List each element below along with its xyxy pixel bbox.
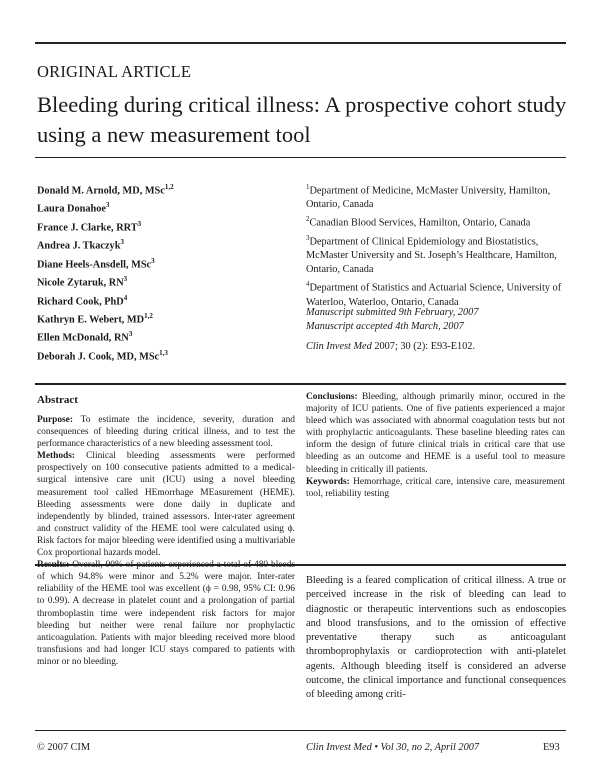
results-paragraph [37,559,295,668]
citation-details: 2007; 30 (2): E93-E102. [371,341,476,352]
top-rule [35,42,566,44]
author-affiliation-sup: 3 [123,275,128,284]
author-list [37,180,174,364]
conclusions-paragraph [306,391,565,476]
footer-page-number: E93 [543,742,560,753]
author-affiliation-sup: 3 [137,219,142,228]
author-affiliation-sup: 3 [151,256,155,265]
author-affiliation-sup: 1,2 [164,183,174,191]
purpose-label: Purpose: [37,415,73,425]
affiliation-sup: 3 [306,233,310,242]
author-name: France J. Clarke, RRT [37,222,138,234]
section-label: ORIGINAL ARTICLE [37,62,192,81]
affiliation-sup: 1 [306,183,310,191]
methods-text: Clinical bleeding assessments were performed prospectively on 100 consecutive patients admitted to a medical-surgical intensive care unit (ICU) using a novel bleeding measurement tool called HEmorrhage MEasurement (HEME). Bleeding assessments were done daily in duplicate and independently by blinded, trained assessors. Inter-rater agreement and construct validity of the HEME tool were calculated using ϕ. Risk factors for major bleeding were identified using a multivariable Cox proportional hazards model. [37,451,295,559]
keywords-text: Hemorrhage, critical care, intensive care, measurement tool, reliability testing [306,476,565,499]
abstract-top-rule [35,383,566,385]
author-name: Kathryn E. Webert, MD [37,314,145,326]
author-name: Andrea J. Tkaczyk [37,240,121,252]
manuscript-dates [306,306,478,334]
affiliation-item [306,212,568,230]
affiliation-list [306,180,568,310]
author-name: Donald M. Arnold, MD, MSc [37,185,165,197]
citation [306,341,475,352]
footer-rule [35,730,566,731]
affiliation-text: Canadian Blood Services, Hamilton, Ontario, Canada [309,217,531,229]
affiliation-item [306,277,568,309]
author-name: Ellen McDonald, RN [37,332,129,344]
author-name: Diane Heels-Ansdell, MSc [37,259,152,271]
affiliation-text: Department of Medicine, McMaster University, Hamilton, Ontario, Canada [306,185,551,211]
author-item [37,346,174,364]
methods-label: Methods: [37,451,76,462]
abstract-heading: Abstract [37,394,78,406]
author-item [37,235,174,253]
author-name: Richard Cook, PhD [37,295,124,307]
author-affiliation-sup: 3 [105,201,110,210]
author-item [37,217,174,235]
author-affiliation-sup: 1,3 [159,348,168,357]
article-title: Bleeding during critical illness: A prospective cohort study using a new measurement tool [37,92,567,147]
abstract-right-column [306,391,565,500]
submitted-date: Manuscript submitted 9th February, 2007 [306,307,479,318]
author-affiliation-sup: 1,2 [144,311,153,320]
author-item [37,309,174,327]
author-item [37,254,174,272]
methods-paragraph [37,450,295,559]
author-item [37,272,174,290]
footer-journal: Clin Invest Med • Vol 30, no 2, April 2007 [306,742,480,753]
accepted-date: Manuscript accepted 4th March, 2007 [306,321,464,332]
title-rule [35,157,566,158]
keywords-label: Keywords: [306,476,350,487]
author-affiliation-sup: 3 [128,330,133,339]
affiliation-text: Department of Statistics and Actuarial Science, University of Waterloo, Waterloo, Ontario, Canada [306,282,562,308]
author-name: Deborah J. Cook, MD, MSc [37,351,160,363]
conclusions-label: Conclusions: [306,392,358,402]
purpose-paragraph [37,414,295,450]
affiliation-item [306,180,568,212]
author-name: Laura Donahoe [37,203,106,215]
author-item [37,180,174,198]
affiliation-sup: 4 [306,280,310,289]
results-text: of which 94.8% were minor and 5.2% were major. Inter-rater reliability of the HEME tool was excellent (ϕ = 0.98, 95% CI: 0.96 to 0.99). A decrease in platelet count and a prolongation of partial thromboplastin time were independent risk factors for major bleeding but neither were renal failure nor prophylactic anticoagulation. Patients with major bleeding received more blood transfusions and had longer ICU stays compared to patients with minor or no bleeding. [37,572,295,667]
affiliation-text: Department of Clinical Epidemiology and Biostatistics, McMaster University and St. Joseph’s Healthcare, Hamilton, Ontario, Canada [306,236,557,276]
conclusions-text: Bleeding, although primarily minor, occured in the majority of ICU patients. One of five patients experienced a major bleed which was associated with abnormal coagulation tests but not with prophylactic anticoagulants. These baseline bleeding rates can inform the design of future clinical trials in critical care that use bleeding as an outcome and HEME is a useful tool to measure bleeding in critically ill patients. [306,392,565,475]
affiliation-sup: 2 [306,215,310,224]
affiliation-item [306,231,568,277]
abstract-left-column [37,414,295,668]
footer-copyright: © 2007 CIM [37,742,91,753]
author-item [37,327,174,345]
author-affiliation-sup: 3 [120,238,124,247]
keywords-paragraph [306,476,565,500]
introduction-paragraph: Bleeding is a feared complication of critical illness. A true or perceived increase in the risk of bleeding can lead to diagnostic or therapeutic interventions such as endoscopies and blood transfusions, and to the omission of effective preventative therapy such as anticoagulant thromboprophylaxis or cardioprotection with anti-platelet agents. Although bleeding itself is considered an adverse outcome, the clinical importance and functional consequences of bleeding among criti- [306,575,566,701]
author-item [37,198,174,216]
author-item [37,291,174,309]
purpose-text: To estimate the incidence, severity, duration and consequences of bleeding during critical illness, and to test the performance characteristics of a new bleeding assessment tool. [37,415,295,450]
citation-journal: Clin Invest Med [306,341,372,352]
abstract-bottom-rule [35,564,566,566]
author-name: Nicole Zytaruk, RN [37,277,124,289]
author-affiliation-sup: 4 [123,293,128,302]
